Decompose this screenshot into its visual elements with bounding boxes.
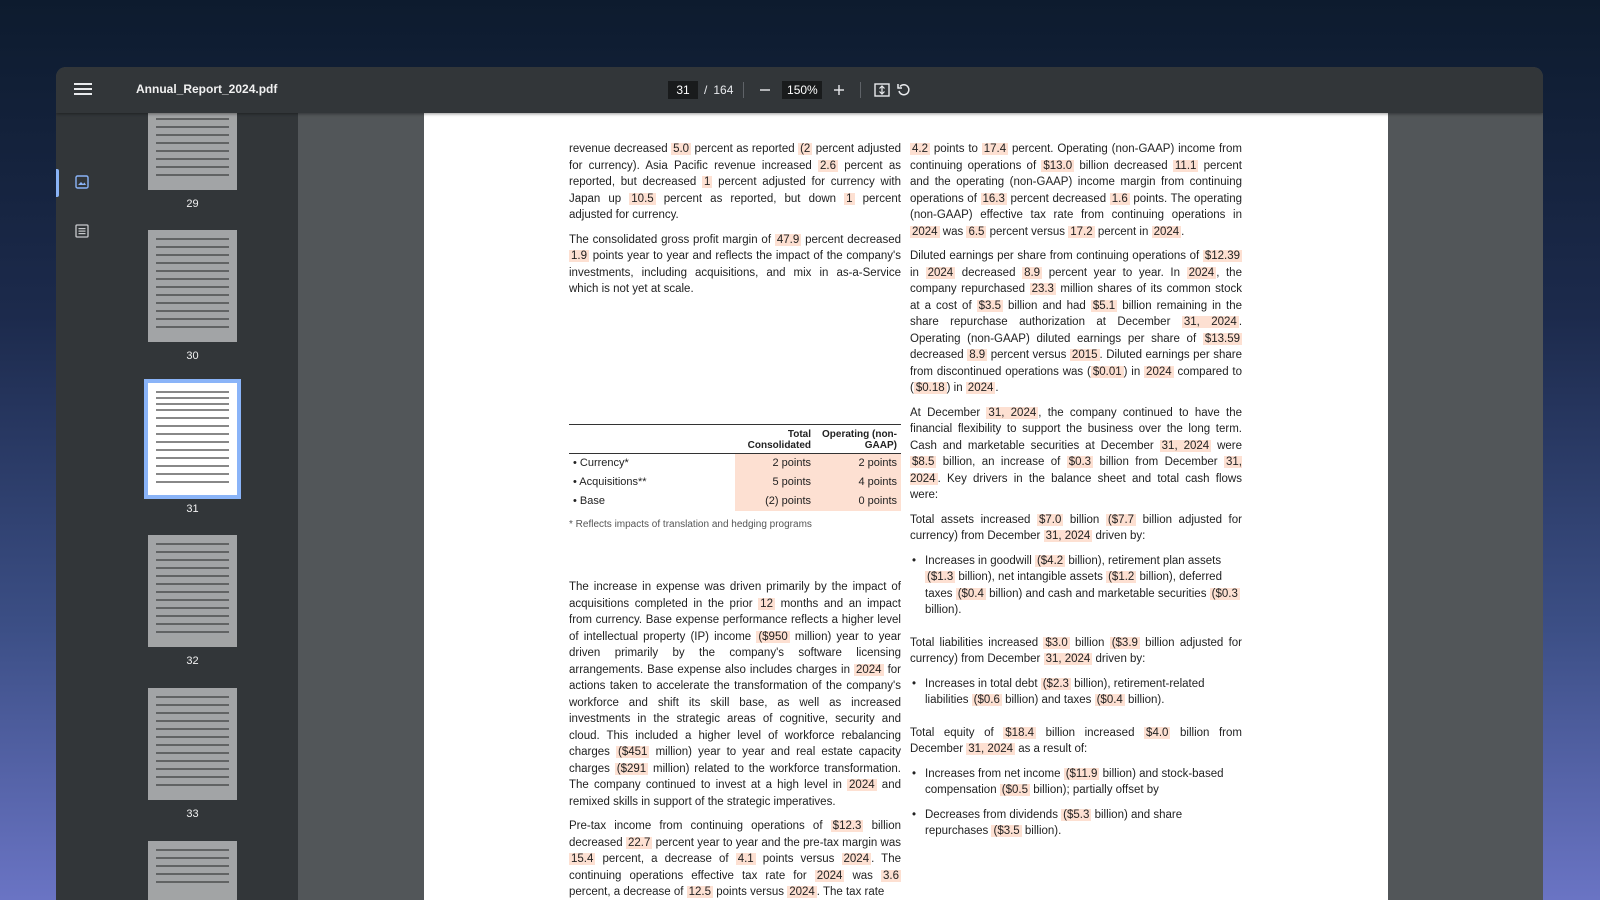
- paragraph: Total equity of $18.4 billion increased $4.0 billion from December 31, 2024 as a result of:: [910, 726, 1242, 755]
- total-pages: 164: [713, 83, 734, 97]
- pdf-page: [424, 113, 1388, 900]
- paragraph: Diluted earnings per share from continuing operations of $12.39 in 2024 decreased 8.9 percent year to year. In 2024 , the company repurchased 23.3 million shares of its common stock at a cost of $3.5 billion and had $5.1 billion remaining in the share repurchase authorization at December 31, 2024 . Operating (non-GAAP) diluted earnings per share of $13.59 decreased 8.9 percent versus 2015 . Diluted earnings per share from discontinued operations was ( $0.01 ) in 2024 compared to ( $0.18 ) in 2024 .: [910, 250, 1243, 394]
- paragraph: 4.2 points to 17.4 percent. Operating (non-GAAP) income from continuing operations of $13.0 billion decreased 11.1 percent and the operating (non-GAAP) income margin from continuing operations of 16.3 percent decreased 1.6 points. The operating (non-GAAP) effective tax rate from continuing operations in 2024 was 6.5 percent versus 17.2 percent in 2024 .: [910, 143, 1243, 238]
- divider: [743, 82, 744, 98]
- divider: [860, 82, 861, 98]
- paragraph: Pre-tax income from continuing operations of $12.3 billion decreased 22.7 percent year to year and the pre-tax margin was 15.4 percent, a decrease of 4.1 points versus 2024 . The continuing operations effective tax rate for 2024 was 3.6 percent, a decrease of 12.5 points versus 2024 . The tax rate: [569, 820, 902, 898]
- list-item: • Increases in total debt ($2.3 billion), retirement-related liabilities ($0.6 billion) and taxes ($0.4 billion).: [910, 676, 1242, 709]
- table-row: • Acquisitions** 5 points 4 points: [569, 473, 901, 492]
- paragraph: The increase in expense was driven primarily by the impact of acquisitions completed in the prior 12 months and an impact from currency. Base expense performance reflects a higher level of intellectual property (IP) income ($950 million) year to year driven primarily by the company's software licensing arrangements. Base expense also includes charges in 2024 for actions taken to accelerate the transformation of the company's workforce and shift its skill base, as well as increased investments in the strategic areas of cognitive, security and cloud. This included a higher level of workforce rebalancing charges ($451 million) year to year and real estate capacity charges ($291 million) related to the workforce transformation. The company continued to invest at a high level in 2024 and remixed skills in support of the strategic imperatives.: [569, 581, 901, 808]
- thumbnail-label: 29: [186, 198, 199, 210]
- zoom-level-input[interactable]: [782, 81, 822, 99]
- thumbnail-image: [148, 841, 237, 900]
- thumbnail-image: [148, 688, 237, 800]
- pdf-viewer-window: [56, 67, 1543, 900]
- table-row: • Base (2) points 0 points: [569, 492, 901, 511]
- sidebar-rail: [56, 113, 110, 900]
- outline-view-icon[interactable]: [74, 223, 92, 241]
- right-column: [910, 141, 1242, 850]
- thumbnail-page-30[interactable]: [148, 230, 237, 362]
- thumbnail-label: 32: [186, 655, 199, 667]
- paragraph: Total assets increased $7.0 billion ($7.7 billion adjusted for currency) from December 31, 2024 driven by:: [910, 513, 1242, 542]
- thumbnail-page-34[interactable]: [148, 841, 237, 900]
- bullet-list: [910, 553, 1242, 619]
- thumbnail-page-32[interactable]: [148, 535, 237, 667]
- list-item: • Increases in goodwill ($4.2 billion), retirement plan assets ($1.3 billion), net intangible assets ($1.2 billion), deferred taxes ($0.4 billion) and cash and marketable securities ($0.3 billion).: [910, 553, 1242, 619]
- points-table: [569, 424, 901, 511]
- fit-to-page-icon[interactable]: [871, 79, 893, 101]
- table-row: • Currency* 2 points 2 points: [569, 453, 901, 473]
- page-number-input[interactable]: [668, 81, 698, 99]
- thumbnail-image: [148, 113, 237, 190]
- active-indicator: [56, 169, 59, 197]
- thumbnails-view-icon[interactable]: [74, 174, 92, 192]
- table-footnote: * Reflects impacts of translation and hedging programs: [569, 518, 812, 530]
- thumbnail-pane: [110, 113, 298, 900]
- paragraph: Total liabilities increased $3.0 billion ($3.9 billion adjusted for currency) from December 31, 2024 driven by:: [910, 636, 1242, 665]
- table-header: Total Consolidated: [735, 424, 815, 453]
- toolbar: [56, 67, 1543, 113]
- bullet-list: [910, 766, 1242, 840]
- paragraph: revenue decreased 5.0 percent as reported (2 percent adjusted for currency). Asia Pacific revenue increased 2.6 percent as reported, but decreased 1 percent adjusted for currency with Japan up 10.5 percent as reported, but down 1 percent adjusted for currency.: [569, 143, 901, 221]
- thumbnail-label: 30: [186, 350, 199, 362]
- bullet-list: [910, 676, 1242, 709]
- page-zoom-controls: [668, 78, 915, 102]
- thumbnail-image: [148, 535, 237, 647]
- zoom-in-icon[interactable]: [828, 79, 850, 101]
- thumbnail-page-33[interactable]: [148, 688, 237, 820]
- document-viewport[interactable]: [298, 113, 1543, 900]
- left-column: [569, 141, 901, 900]
- paragraph: The consolidated gross profit margin of 47.9 percent decreased 1.9 points year to year and reflects the impact of the company's investments, including acquisitions, and mix in as-a-Service which is not yet at scale.: [569, 233, 901, 295]
- table-header: Operating (non-GAAP): [815, 424, 901, 453]
- thumbnail-image: [148, 383, 237, 495]
- thumbnail-page-31[interactable]: [148, 383, 237, 515]
- zoom-out-icon[interactable]: [754, 79, 776, 101]
- list-item: • Decreases from dividends ($5.3 billion) and share repurchases ($3.5 billion).: [910, 807, 1242, 840]
- paragraph: At December 31, 2024 , the company continued to have the financial flexibility to support the business over the long term. Cash and marketable securities at December 31, 2024 were $8.5 billion, an increase of $0.3 billion from December 31, 2024 . Key drivers in the balance sheet and total cash flows were:: [910, 406, 1243, 501]
- thumbnail-label: 31: [186, 503, 199, 515]
- menu-icon[interactable]: [74, 81, 92, 99]
- list-item: • Increases from net income ($11.9 billion) and stock-based compensation ($0.5 billion); partially offset by: [910, 766, 1242, 799]
- thumbnail-page-29[interactable]: [148, 113, 237, 210]
- page-separator: /: [704, 83, 708, 97]
- thumbnail-image: [148, 230, 237, 342]
- rotate-icon[interactable]: [893, 79, 915, 101]
- document-title: Annual_Report_2024.pdf: [136, 82, 278, 96]
- thumbnail-label: 33: [186, 808, 199, 820]
